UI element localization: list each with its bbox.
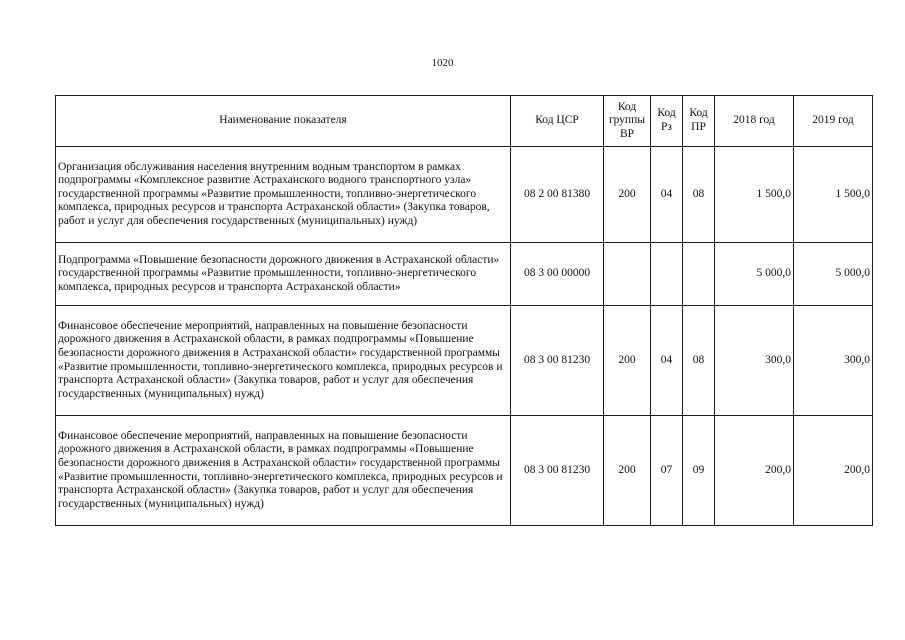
row-value-2019: 5 000,0 (794, 243, 873, 306)
header-pr-code: Код ПР (683, 96, 715, 147)
row-value-2019: 200,0 (794, 416, 873, 526)
row-value-2018: 5 000,0 (715, 243, 794, 306)
header-indicator-name: Наименование показателя (56, 96, 511, 147)
row-pr-code: 09 (683, 416, 715, 526)
row-value-2018: 300,0 (715, 306, 794, 416)
table-header-row (56, 96, 873, 147)
row-vr-code: 200 (604, 147, 651, 243)
row-rz-code: 07 (651, 416, 683, 526)
table-row (56, 147, 873, 243)
row-vr-code (604, 243, 651, 306)
row-name: Финансовое обеспечение мероприятий, направленных на повышение безопасности дорожного движения в Астраханской области, в рамках подпрограммы «Повышение безопасности дорожного движения в Астраханской области» государственной программы «Развитие промышленности, топливно-энергетического комплекса, природных ресурсов и транспорта Астраханской области» (Закупка товаров, работ и услуг для обеспечения государственных (муниципальных) нужд) (56, 416, 511, 526)
row-pr-code: 08 (683, 306, 715, 416)
row-pr-code: 08 (683, 147, 715, 243)
row-csr-code: 08 2 00 81380 (511, 147, 604, 243)
row-csr-code: 08 3 00 81230 (511, 306, 604, 416)
row-vr-code: 200 (604, 306, 651, 416)
row-name: Подпрограмма «Повышение безопасности дорожного движения в Астраханской области» государственной программы «Развитие промышленности, топливно-энергетического комплекса, природных ресурсов и транспорта Астраханской области» (56, 243, 511, 306)
header-vr-code: Код группы ВР (604, 96, 651, 147)
row-name: Организация обслуживания населения внутренним водным транспортом в рамках подпрограммы «Комплексное развитие Астраханского водного транспортного узла» государственной программы «Развитие промышленности, топливно-энергетического комплекса, природных ресурсов и транспорта Астраханской области» (Закупка товаров, работ и услуг для обеспечения государственных (муниципальных) нужд) (56, 147, 511, 243)
row-rz-code (651, 243, 683, 306)
row-csr-code: 08 3 00 81230 (511, 416, 604, 526)
row-pr-code (683, 243, 715, 306)
row-value-2018: 1 500,0 (715, 147, 794, 243)
header-year-2019: 2019 год (794, 96, 873, 147)
row-rz-code: 04 (651, 147, 683, 243)
row-value-2019: 300,0 (794, 306, 873, 416)
header-year-2018: 2018 год (715, 96, 794, 147)
table-row (56, 243, 873, 306)
row-value-2018: 200,0 (715, 416, 794, 526)
page-number: 1020 (431, 57, 454, 69)
row-csr-code: 08 3 00 00000 (511, 243, 604, 306)
row-value-2019: 1 500,0 (794, 147, 873, 243)
row-rz-code: 04 (651, 306, 683, 416)
row-name: Финансовое обеспечение мероприятий, направленных на повышение безопасности дорожного движения в Астраханской области, в рамках подпрограммы «Повышение безопасности дорожного движения в Астраханской области» государственной программы «Развитие промышленности, топливно-энергетического комплекса, природных ресурсов и транспорта Астраханской области» (Закупка товаров, работ и услуг для обеспечения государственных (муниципальных) нужд) (56, 306, 511, 416)
header-rz-code: Код Рз (651, 96, 683, 147)
row-vr-code: 200 (604, 416, 651, 526)
budget-table (55, 95, 873, 526)
header-csr-code: Код ЦСР (511, 96, 604, 147)
table-row (56, 306, 873, 416)
table-row (56, 416, 873, 526)
